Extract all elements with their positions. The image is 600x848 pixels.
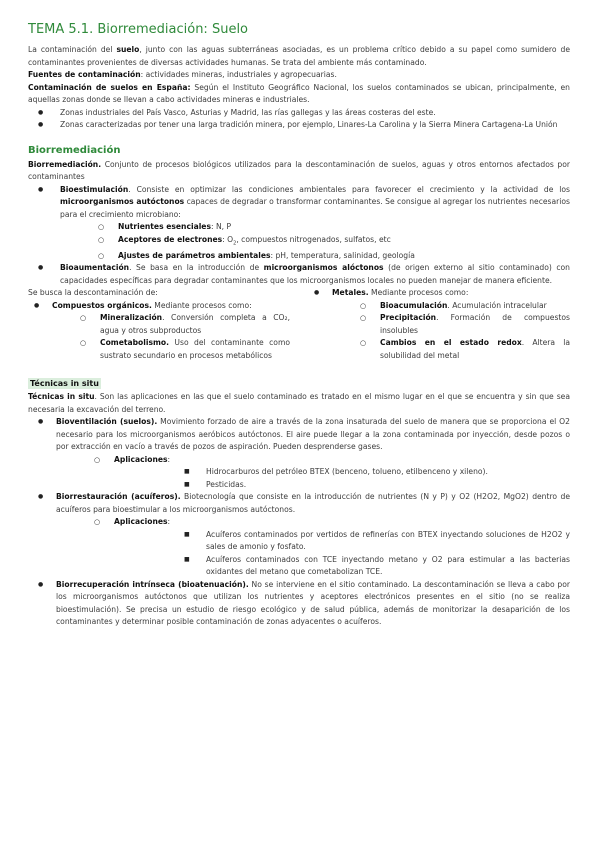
term-text: : N, P: [210, 222, 232, 231]
fuentes-text: : actividades mineras, industriales y agropecuarias.: [140, 70, 337, 79]
list-item: [308, 287, 570, 362]
intro-text-2: , junto con las aguas subterráneas asociadas, es un problema crítico debido a su papel como sumidero de contaminantes provenientes de diversas actividades humanas. Se trata del ambiente más contaminado.: [28, 45, 571, 67]
fuentes-label: Fuentes de contaminación: [28, 70, 141, 79]
list-item: [332, 312, 570, 337]
intro-paragraph: [28, 44, 570, 69]
section-heading-biorremediacion: Biorremediación: [28, 144, 121, 156]
term-text: : O: [222, 234, 234, 244]
term-label: Bioaumentación: [60, 263, 130, 273]
list-item: [52, 312, 290, 337]
term-text-2: capaces de degradar o transformar contaminantes. Se consigue al agregar los nutrientes necesarios para el crecimiento microbiano:: [60, 197, 570, 219]
definition-label: Biorremediación.: [28, 159, 102, 169]
list-item: [28, 300, 290, 363]
colon: :: [167, 454, 171, 464]
term-label: Ajustes de parámetros ambientales: [118, 250, 271, 260]
term-label: Biorrestauración (acuíferos).: [56, 492, 181, 502]
list-item: [60, 234, 570, 250]
term-label: Biorrecuperación intrínseca (bioatenuación).: [56, 579, 249, 589]
colon: :: [167, 517, 171, 527]
espana-label: Contaminación de suelos en España:: [28, 82, 191, 92]
list-item: [60, 221, 570, 234]
term-bold: microorganismos alóctonos: [263, 263, 384, 273]
term-label: Compuestos orgánicos.: [52, 300, 152, 310]
list-item: [56, 516, 570, 579]
definition-label: Técnicas in situ: [28, 392, 95, 402]
list-item: [332, 337, 570, 362]
list-item: ■ Acuíferos contaminados con TCE inyectando metano y O2 para estimular a las bacterias oxidantes del metano que cometabolizan TCE.: [114, 554, 570, 579]
list-item: [52, 337, 290, 362]
biorrestauracion-sublist: [56, 516, 570, 579]
organicos-list: [28, 300, 290, 363]
definition-text: Conjunto de procesos biológicos utilizados para la descontaminación de suelos, aguas y otros entornos afectados por contaminantes: [28, 159, 570, 181]
term-label: Aceptores de electrones: [118, 234, 223, 244]
list-item-bioaumentacion: [28, 262, 570, 287]
intro-bullet-list: [28, 107, 570, 132]
term-text: . Se basa en la introducción de: [129, 263, 264, 273]
term-text: : pH, temperatura, salinidad, geología: [270, 250, 415, 260]
term-label: Bioestimulación: [60, 184, 129, 194]
term-text: Movimiento forzado de aire a través de la zona insaturada del suelo de manera que se proporciona el O2 necesario para los microorganismos aeróbicos autóctonos. El aire puede llegar a la zona contaminada por inyección, desde pozos o por extracción en vacío a través de pozos de aspiración. Pueden desprenderse gases.: [56, 417, 570, 452]
espana-paragraph: [28, 82, 570, 107]
tecnicas-list: [28, 416, 570, 629]
intro-bold: suelo: [116, 45, 140, 54]
term-label: Metales.: [332, 288, 369, 298]
biorremediacion-definition: [28, 159, 570, 184]
subscript: 2: [233, 240, 237, 247]
bioventilacion-sublist: [56, 454, 570, 492]
list-item: [60, 250, 570, 263]
column-metales: [308, 287, 570, 362]
term-text: . Acumulación intracelular: [447, 300, 547, 310]
term-label: Bioacumulación: [380, 300, 448, 310]
list-item-biorrestauracion: [28, 491, 570, 579]
biorrestauracion-apps: [114, 529, 570, 579]
list-item: ● Zonas industriales del País Vasco, Asturias y Madrid, las rías gallegas y las áreas costeras del este.: [28, 107, 570, 120]
list-item: ■ Pesticidas.: [114, 479, 570, 492]
term-text: No se interviene en el sitio contaminado. La descontaminación se lleva a cabo por los microorganismos autóctonos que utilizan los nutrientes y aceptores electrónicos presentes en el sitio (no se realiza bioestimulación). Se precisa un estudio de riesgo ecológico y de salud pública, además de monitorizar la desaparición de los contaminantes y determinar posible contaminación de zonas adyacentes o acuíferos.: [56, 579, 570, 627]
bioventilacion-apps: [114, 466, 570, 491]
tecnicas-definition: [28, 391, 570, 416]
list-item: ■ Acuíferos contaminados por vertidos de refinerías con BTEX inyectando soluciones de H2O2 y sales de amonio y fosfato.: [114, 529, 570, 554]
term-bold: microorganismos autóctonos: [60, 197, 185, 206]
metales-list: [308, 287, 570, 362]
term-text: Mediante procesos como:: [151, 300, 252, 310]
term-text-2: , compuestos nitrogenados, sulfatos, etc: [236, 234, 391, 244]
list-item: [56, 454, 570, 492]
list-item-bioestimulacion: [28, 184, 570, 263]
term-label: Cambios en el estado redox: [380, 338, 522, 348]
list-item-bioventilacion: [28, 416, 570, 491]
term-label: Mineralización: [100, 313, 163, 323]
term-text: Uso del contaminante como sustrato secundario en procesos metabólicos: [100, 338, 290, 360]
biorremediacion-list: [28, 184, 570, 288]
term-text: Biotecnología que consiste en la introducción de nutrientes (N y P) y O2 (H2O2, MgO2) dentro de acuíferos para bioestimular a los microorganismos autóctonos.: [56, 492, 570, 514]
list-item: ● Zonas caracterizadas por tener una larga tradición minera, por ejemplo, Linares-La Carolina y la Sierra Minera Cartagena-La Unión: [28, 119, 570, 132]
term-label: Aplicaciones: [114, 454, 168, 464]
term-label: Cometabolismo.: [100, 338, 170, 348]
list-item: ■ Hidrocarburos del petróleo BTEX (benceno, tolueno, etilbenceno y xileno).: [114, 466, 570, 479]
busca-text: Se busca la descontaminación de:: [28, 288, 158, 298]
term-label: Nutrientes esenciales: [118, 222, 211, 231]
term-text: . Formación de compuestos insolubles: [380, 313, 570, 335]
term-text: . Conversión completa a CO₂, agua y otros subproductos: [100, 313, 290, 335]
term-text: . Consiste en optimizar las condiciones ambientales para favorecer el crecimiento y la actividad de los: [128, 184, 570, 194]
page-title: TEMA 5.1. Biorremediación: Suelo: [28, 22, 249, 37]
list-item: [332, 300, 570, 313]
term-text-2: (de origen externo al sitio contaminado) con capacidades específicas para degradar contaminantes que los microorganismos locales no pueden manejar de manera eficiente.: [60, 263, 570, 285]
definition-text: . Son las aplicaciones en las que el suelo contaminado es tratado en el mismo lugar en el que se encuentra y sin que sea necesaria la excavación del terreno.: [28, 392, 570, 414]
organicos-sublist: [52, 312, 290, 362]
term-text: Mediante procesos como:: [368, 288, 469, 298]
bioestimulacion-sublist: [60, 221, 570, 262]
fuentes-paragraph: [28, 69, 570, 82]
section-heading-tecnicas: Técnicas in situ: [30, 379, 99, 389]
descontaminacion-columns: [28, 287, 570, 362]
list-item-biorrecuperacion: [28, 579, 570, 629]
term-text: . Altera la solubilidad del metal: [380, 338, 571, 360]
column-organicos: [28, 287, 290, 362]
term-label: Bioventilación (suelos).: [56, 417, 158, 427]
term-label: Precipitación: [380, 313, 437, 323]
term-label: Aplicaciones: [114, 517, 168, 527]
intro-text: La contaminación del: [28, 45, 117, 54]
espana-text: Según el Instituto Geográfico Nacional, los suelos contaminados se ubican, principalmente, en aquellas zonas donde se llevan a cabo actividades mineras e industriales.: [28, 82, 570, 104]
metales-sublist: [332, 300, 570, 363]
